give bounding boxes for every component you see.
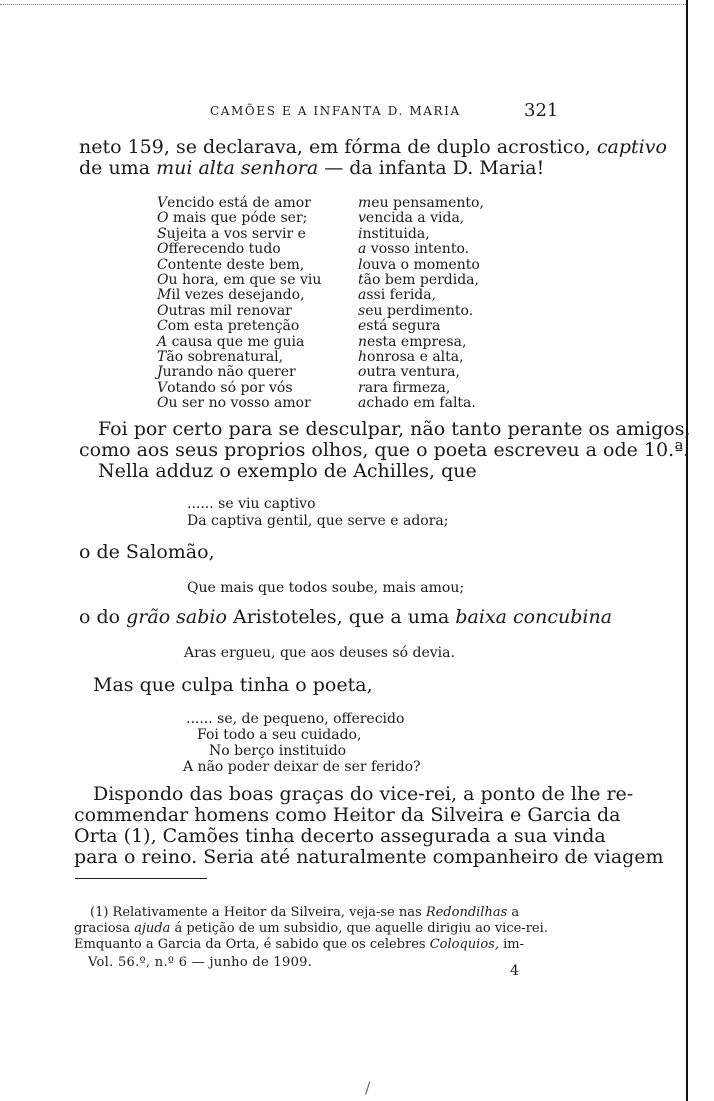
para2-line-3: Orta (1), Camões tinha decerto assegurada a sua vinda [74,825,606,847]
poem-line [358,365,460,379]
mas-line: Mas que culpa tinha o poeta, [93,674,373,696]
quote2-line: Que mais que todos soube, mais amou; [187,580,465,596]
poem-text: fferecendo tudo [168,241,281,258]
running-head: CAMÕES E A INFANTA D. MARIA [210,104,461,118]
poem-line [358,258,480,272]
intro-line-2-italic: mui alta senhora [156,157,319,179]
poem-initial: J [157,364,163,381]
poem-text: esta empresa, [367,333,467,350]
poem-text: vosso intento. [366,241,470,258]
aristoteles-line [79,608,612,627]
para1-line-3: Nella adduz o exemplo de Achilles, que [98,460,477,482]
poem-line [358,319,440,333]
poem-initial: T [157,349,167,365]
footnote-line-3-text: Emquanto a Garcia da Orta, é sabido que os celebres [74,937,430,952]
footnote-rule [75,878,207,879]
poem-line [358,227,430,241]
poem-line [358,211,464,225]
poem-text: onrosa e alta, [367,349,464,365]
poem-text: encido está de amor [167,195,311,211]
poem-text: il vezes desejando, [171,287,305,304]
poem-initial: O [157,210,169,227]
poem-initial: t [358,272,364,288]
poem-initial: a [358,395,367,412]
poem-text: eu pensamento, [371,195,484,211]
page-right-edge [686,0,688,1101]
poem-line [157,304,292,318]
poem-text: mais que póde ser; [168,210,308,227]
poem-initial: C [157,318,168,335]
footnote-line-3-italic: Coloquios, [429,937,499,952]
quote4-line-1: ...... se, de pequeno, offerecido [186,711,405,727]
para1-line-1: Foi por certo para se desculpar, não tanto perante os amigos, [98,418,691,440]
poem-initial: V [157,195,168,211]
aristoteles-italic-d: baixa concubina [455,606,613,628]
poem-text: ara firmeza, [364,379,451,396]
poem-line [358,242,469,256]
poem-text: utras mil renovar [168,302,292,319]
poem-line [157,273,321,287]
poem-text: nstituida, [362,225,430,242]
poem-initial: C [157,256,168,273]
poem-initial: S [157,225,167,242]
poem-initial: O [157,395,169,412]
poem-text: urando não querer [162,364,296,381]
footnote-line-1 [90,906,519,919]
poem-initial: s [358,302,366,319]
footnote-line-2 [74,922,548,935]
poem-initial: v [358,210,366,227]
poem-initial: O [157,241,169,258]
poem-text: u hora, em que se viu [168,272,322,288]
quote1-line-2: Da captiva gentil, que serve e adora; [187,513,449,529]
poem-initial: O [157,272,169,288]
poem-text: ssi ferida, [366,287,437,304]
poem-initial: l [358,256,363,273]
footnote-line-2-end: á petição de um subsidio, que aquelle dirigiu ao vice-rei. [170,921,548,936]
salomao-line: o de Salomão, [79,541,215,563]
poem-initial: m [358,195,372,211]
para2-line-4: para o reino. Seria até naturalmente companheiro de viagem [74,846,664,868]
poem-line [358,273,479,287]
poem-line [157,381,293,395]
poem-text: om esta pretenção [167,318,300,335]
poem-text: utra ventura, [366,364,460,381]
intro-line-1 [79,138,667,157]
poem-initial: M [157,287,172,304]
intro-line-2 [79,159,544,178]
poem-line [358,288,436,302]
poem-line [157,258,304,272]
poem-text: causa que me guia [167,333,305,350]
quote4-line-2: Foi todo a seu cuidado, [197,727,362,743]
poem-line [157,242,281,256]
aristoteles-text-a: o do [79,606,127,628]
poem-text: encida a vida, [365,210,465,227]
poem-line [157,365,296,379]
poem-initial: o [358,364,367,381]
poem-line [157,288,305,302]
poem-line [358,196,484,210]
quote1-line-1: ...... se viu captivo [187,496,316,512]
poem-text: ouva o momento [362,256,480,273]
poem-line [157,350,283,364]
page-number: 321 [524,100,559,121]
poem-initial: A [157,333,168,350]
signature-line: Vol. 56.º, n.º 6 — junho de 1909. [88,955,313,970]
poem-line [157,196,311,210]
poem-initial: a [358,287,367,304]
poem-initial: r [358,379,365,396]
intro-line-1-italic: captivo [596,136,667,158]
para2-line-2: commendar homens como Heitor da Silveira e Garcia da [74,804,621,826]
aristoteles-italic-b: grão sabio [126,606,227,628]
quote4-line-3: No berço instituido [209,743,347,759]
footnote-line-3 [74,938,524,951]
poem-line [358,335,466,349]
poem-line [358,304,473,318]
poem-initial: e [358,318,367,335]
intro-line-1-text: neto 159, se declarava, em fórma de duplo acrostico, [79,136,597,158]
poem-text: ontente deste bem, [167,256,305,273]
poem-text: eu perdimento. [365,302,474,319]
poem-initial: a [358,241,367,258]
poem-initial: V [157,379,168,396]
poem-line [358,396,476,410]
stray-mark: / [365,1078,371,1097]
signature-number: 4 [510,963,519,979]
poem-initial: i [358,225,363,242]
footnote-line-2-italic: ajuda [134,921,171,936]
poem-initial: h [358,349,368,365]
poem-text: u ser no vosso amor [168,395,311,412]
quote4-line-4: A não poder deixar de ser ferido? [183,759,421,775]
poem-text: ão sobrenatural, [166,349,284,365]
page-top-edge [0,4,686,5]
para2-line-1: Dispondo das boas graças do vice-rei, a ponto de lhe re- [93,783,634,805]
poem-line [157,396,311,410]
poem-line [157,227,306,241]
aristoteles-text-c: Aristoteles, que a uma [226,606,456,628]
poem-text: chado em falta. [366,395,476,412]
poem-line [358,350,464,364]
footnote-line-1-end: a [507,905,520,920]
poem-initial: n [358,333,368,350]
footnote-line-1-italic: Redondilhas [425,905,508,920]
intro-line-2-end: — da infanta D. Maria! [318,157,545,179]
footnote-line-2-text: graciosa [74,921,135,936]
footnote-line-1-text: (1) Relativamente a Heitor da Silveira, veja-se nas [90,905,426,920]
poem-text: ão bem perdida, [363,272,479,288]
poem-text: ujeita a vos servir e [166,225,306,242]
poem-line [157,319,299,333]
poem-text: otando só por vós [167,379,293,396]
intro-line-2-text: de uma [79,157,157,179]
poem-text: stá segura [366,318,441,335]
poem-initial: O [157,302,169,319]
poem-line [157,211,307,225]
quote3-line: Aras ergueu, que aos deuses só devia. [184,645,455,661]
para1-line-2: como aos seus proprios olhos, que o poeta escreveu a ode 10.ª. [79,439,690,461]
footnote-line-3-end: im- [498,937,524,952]
poem-line [358,381,450,395]
poem-line [157,335,304,349]
